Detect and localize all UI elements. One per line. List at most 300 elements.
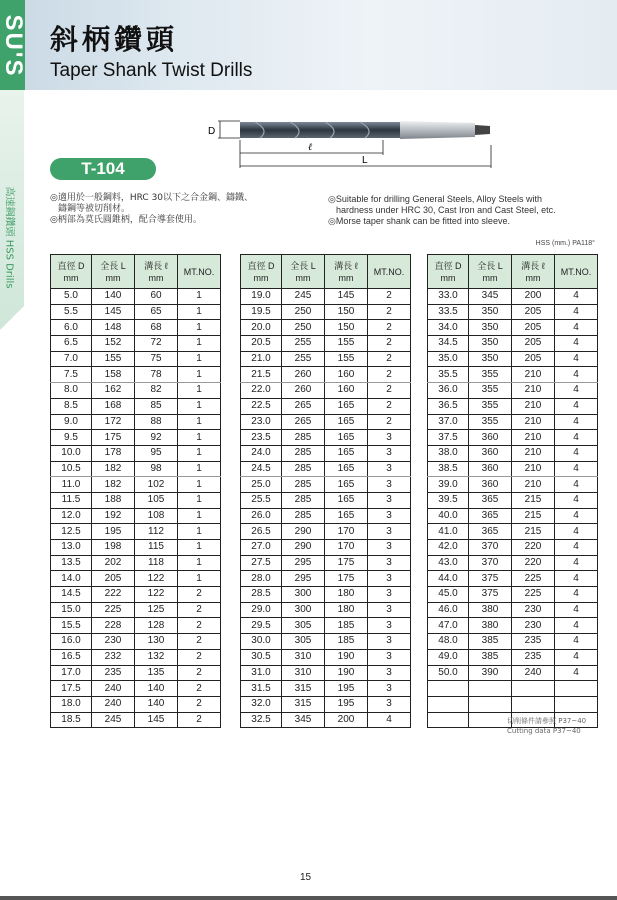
table-row [51,571,221,587]
table-cell: 41.0 [428,524,469,540]
table-cell: 370 [469,555,512,571]
table-cell: 4 [555,461,598,477]
table-cell: 10.0 [51,445,92,461]
table-cell: 350 [469,336,512,352]
cutting-note-zh: 切削條件請參照 P37~40 [507,717,587,725]
table-row [428,320,598,336]
table-cell: 108 [135,508,178,524]
table-cell: 225 [92,602,135,618]
table-cell: 145 [325,289,368,305]
table-cell: 21.0 [241,351,282,367]
table-cell: 60 [135,289,178,305]
table-cell: 1 [178,336,221,352]
table-cell: 4 [555,524,598,540]
table-cell: 3 [368,571,411,587]
table-cell: 31.0 [241,665,282,681]
table-cell: 49.0 [428,649,469,665]
table-cell: 3 [368,445,411,461]
table-row [51,665,221,681]
table-cell [469,696,512,712]
table-cell: 33.0 [428,289,469,305]
table-cell: 285 [282,430,325,446]
table-cell: 315 [282,696,325,712]
column-header: 直徑 D mm [51,255,92,289]
table-cell: 1 [178,351,221,367]
table-cell [555,681,598,697]
table-cell: 250 [282,304,325,320]
table-cell: 345 [282,712,325,728]
table-cell: 28.0 [241,571,282,587]
table-cell: 135 [135,665,178,681]
brand-strip [0,0,25,90]
table-cell: 34.0 [428,320,469,336]
table-cell: 365 [469,492,512,508]
table-cell: 225 [512,587,555,603]
table-cell: 290 [282,540,325,556]
table-cell: 215 [512,524,555,540]
desc-zh-line: 鑄鋼等被切削材。 [58,204,131,214]
table-cell: 14.0 [51,571,92,587]
table-cell: 115 [135,540,178,556]
table-cell: 380 [469,602,512,618]
table-cell: 3 [368,430,411,446]
table-cell: 155 [325,351,368,367]
table-row [51,477,221,493]
table-cell: 360 [469,445,512,461]
page-title-zh: 斜柄鑽頭 [50,23,179,56]
table-row [428,398,598,414]
table-cell: 215 [512,492,555,508]
table-cell: 165 [325,398,368,414]
table-cell: 2 [368,367,411,383]
table-cell: 4 [555,445,598,461]
table-cell: 385 [469,634,512,650]
table-cell: 150 [325,304,368,320]
table-cell: 12.0 [51,508,92,524]
table-cell [469,712,512,728]
header-row [428,255,598,289]
table-cell: 210 [512,477,555,493]
table-cell: 130 [135,634,178,650]
table-cell: 355 [469,367,512,383]
table-row [241,477,411,493]
table-cell: 195 [92,524,135,540]
column-header: 全長 L mm [282,255,325,289]
table-cell: 310 [282,649,325,665]
table-cell: 3 [368,696,411,712]
table-cell: 24.0 [241,445,282,461]
table-cell: 23.5 [241,430,282,446]
desc-zh-line: ◎柄部為莫氏圓錐柄，配合導套使用。 [50,215,202,225]
table-cell: 230 [512,602,555,618]
cutting-note-en: Cutting data P37~40 [507,727,581,735]
table-row [428,351,598,367]
table-cell: 290 [282,524,325,540]
table-cell: 4 [555,336,598,352]
table-cell: 232 [92,649,135,665]
table-cell: 255 [282,336,325,352]
table-cell: 28.5 [241,587,282,603]
table-cell: 25.0 [241,477,282,493]
table-cell: 27.0 [241,540,282,556]
table-row [241,571,411,587]
table-cell: 188 [92,492,135,508]
table-cell: 198 [92,540,135,556]
header-row [241,255,411,289]
table-cell: 1 [178,367,221,383]
table-cell: 26.0 [241,508,282,524]
table-cell: 2 [368,351,411,367]
table-cell: 72 [135,336,178,352]
column-header: 溝長 ℓ mm [325,255,368,289]
table-cell: 2 [368,383,411,399]
table-cell: 350 [469,304,512,320]
table-cell: 4 [555,555,598,571]
table-cell: 210 [512,430,555,446]
model-badge: T-104 [50,158,156,180]
table-cell: 37.0 [428,414,469,430]
table-cell: 37.5 [428,430,469,446]
table-row [51,555,221,571]
table-cell: 10.5 [51,461,92,477]
table-cell: 24.5 [241,461,282,477]
table-cell: 240 [92,681,135,697]
table-row [51,634,221,650]
table-cell: 22.0 [241,383,282,399]
table-cell: 4 [555,289,598,305]
table-cell: 2 [178,618,221,634]
table-cell: 148 [92,320,135,336]
table-cell: 75 [135,351,178,367]
table-cell: 182 [92,461,135,477]
table-row [428,461,598,477]
table-cell: 205 [512,304,555,320]
table-cell: 3 [368,524,411,540]
table-cell: 380 [469,618,512,634]
table-cell: 9.0 [51,414,92,430]
table-cell: 35.0 [428,351,469,367]
table-cell: 1 [178,320,221,336]
column-header: 全長 L mm [469,255,512,289]
table-cell: 165 [325,508,368,524]
table-cell: 7.0 [51,351,92,367]
table-cell: 295 [282,571,325,587]
table-cell: 47.0 [428,618,469,634]
table-cell: 235 [512,649,555,665]
table-cell: 34.5 [428,336,469,352]
footer-rule [0,896,617,900]
table-row [428,492,598,508]
table-row [428,445,598,461]
table-cell: 3 [368,618,411,634]
table-cell: 168 [92,398,135,414]
table-cell: 295 [282,555,325,571]
table-row [51,524,221,540]
table-row [428,430,598,446]
table-cell: 4 [555,649,598,665]
column-header: MT.NO. [555,255,598,289]
table-cell: 215 [512,508,555,524]
cutting-data-note [507,716,586,736]
table-cell: 1 [178,492,221,508]
table-cell: 155 [92,351,135,367]
table-cell: 2 [178,712,221,728]
table-cell: 300 [282,602,325,618]
table-cell: 200 [512,289,555,305]
table-cell: 1 [178,445,221,461]
table-cell: 13.0 [51,540,92,556]
table-cell: 210 [512,398,555,414]
table-cell: 5.0 [51,289,92,305]
table-cell: 2 [178,665,221,681]
table-row [428,649,598,665]
table-cell: 222 [92,587,135,603]
table-cell: 355 [469,383,512,399]
table-row [428,289,598,305]
table-cell: 8.5 [51,398,92,414]
table-cell: 230 [92,634,135,650]
table-cell: 285 [282,445,325,461]
table-cell: 300 [282,587,325,603]
table-cell: 265 [282,414,325,430]
table-cell: 15.5 [51,618,92,634]
table-cell: 370 [469,540,512,556]
table-cell: 245 [282,289,325,305]
table-cell: 140 [135,696,178,712]
table-cell: 2 [178,681,221,697]
table-cell: 345 [469,289,512,305]
table-row [241,430,411,446]
table-row [241,634,411,650]
table-cell: 375 [469,587,512,603]
table-cell: 350 [469,351,512,367]
table-cell: 3 [368,602,411,618]
table-cell: 21.5 [241,367,282,383]
table-cell: 13.5 [51,555,92,571]
table-row [428,540,598,556]
table-cell: 2 [368,398,411,414]
header-row [51,255,221,289]
table-cell: 165 [325,430,368,446]
table-cell: 29.0 [241,602,282,618]
drill-tang [475,125,490,135]
table-cell: 30.0 [241,634,282,650]
table-cell: 4 [555,477,598,493]
table-cell: 235 [512,634,555,650]
table-cell: 4 [555,414,598,430]
table-cell: 6.0 [51,320,92,336]
table-cell: 315 [282,681,325,697]
table-cell: 3 [368,665,411,681]
table-cell: 20.5 [241,336,282,352]
table-cell: 172 [92,414,135,430]
table-row [51,696,221,712]
table-row [51,587,221,603]
table-cell: 175 [325,571,368,587]
table-row [241,492,411,508]
table-row [428,587,598,603]
table-cell: 260 [282,383,325,399]
table-row [428,696,598,712]
table-cell [512,681,555,697]
table-cell: 4 [555,351,598,367]
table-row [428,383,598,399]
table-cell: 200 [325,712,368,728]
table-cell: 210 [512,383,555,399]
table-cell: 3 [368,477,411,493]
table-cell: 285 [282,461,325,477]
table-cell: 1 [178,289,221,305]
table-cell: 3 [368,492,411,508]
table-row [428,367,598,383]
table-cell: 310 [282,665,325,681]
table-cell: 1 [178,304,221,320]
table-cell: 33.5 [428,304,469,320]
table-cell [428,681,469,697]
table-cell: 165 [325,445,368,461]
table-row [51,336,221,352]
table-cell: 210 [512,414,555,430]
desc-zh-line: ◎適用於一般鋼料，HRC 30以下之合金鋼、鑄鐵、 [50,193,254,203]
table-row [51,289,221,305]
table-cell: 125 [135,602,178,618]
table-cell: 1 [178,461,221,477]
table-cell: 210 [512,367,555,383]
table-cell: 3 [368,649,411,665]
table-cell: 285 [282,492,325,508]
table-cell [428,696,469,712]
table-row [51,398,221,414]
table-row [428,681,598,697]
description-en [328,194,598,227]
table-row [51,461,221,477]
table-row [241,524,411,540]
desc-en-line: ◎Morse taper shank can be fitted into sleeve. [328,216,510,226]
table-cell: 220 [512,540,555,556]
table-row [428,665,598,681]
table-cell: 11.5 [51,492,92,508]
table-cell: 12.5 [51,524,92,540]
table-cell: 27.5 [241,555,282,571]
table-cell: 102 [135,477,178,493]
table-cell: 32.5 [241,712,282,728]
table-cell: 160 [325,383,368,399]
table-cell: 92 [135,430,178,446]
table-cell: 105 [135,492,178,508]
table-cell: 122 [135,587,178,603]
table-row [428,336,598,352]
table-cell: 2 [368,336,411,352]
table-row [51,540,221,556]
table-cell: 1 [178,524,221,540]
table-cell: 17.0 [51,665,92,681]
table-cell: 29.5 [241,618,282,634]
table-cell: 305 [282,634,325,650]
table-cell: 205 [512,351,555,367]
table-cell: 4 [555,367,598,383]
table-row [51,508,221,524]
table-cell: 152 [92,336,135,352]
table-cell: 50.0 [428,665,469,681]
column-header: 直徑 D mm [428,255,469,289]
table-cell: 140 [92,289,135,305]
table-cell: 4 [555,540,598,556]
table-cell: 43.0 [428,555,469,571]
label-flute-length: ℓ [308,142,313,153]
table-cell: 39.5 [428,492,469,508]
table-cell: 1 [178,477,221,493]
table-cell: 3 [368,540,411,556]
table-row [241,602,411,618]
table-cell: 2 [368,304,411,320]
table-cell: 42.0 [428,540,469,556]
table-cell: 88 [135,414,178,430]
table-cell: 65 [135,304,178,320]
table-cell [512,696,555,712]
side-label: 高速鋼鑽頭 HSS Drills [3,186,15,289]
table-cell: 4 [555,398,598,414]
table-row [241,696,411,712]
table-cell: 350 [469,320,512,336]
table-cell: 44.0 [428,571,469,587]
table-row [51,649,221,665]
table-cell: 145 [135,712,178,728]
column-header: MT.NO. [178,255,221,289]
table-cell: 85 [135,398,178,414]
table-cell: 31.5 [241,681,282,697]
table-cell: 18.5 [51,712,92,728]
table-cell: 170 [325,524,368,540]
table-cell: 230 [512,618,555,634]
table-cell: 265 [282,398,325,414]
spec-table-3 [427,254,598,728]
table-cell: 205 [92,571,135,587]
table-cell: 40.0 [428,508,469,524]
table-cell: 3 [368,681,411,697]
table-cell: 245 [92,712,135,728]
table-cell: 250 [282,320,325,336]
table-cell: 4 [555,587,598,603]
table-row [241,304,411,320]
table-cell: 145 [92,304,135,320]
table-cell: 1 [178,430,221,446]
table-row [241,351,411,367]
table-row [241,712,411,728]
table-cell: 4 [555,320,598,336]
table-cell: 18.0 [51,696,92,712]
table-row [428,571,598,587]
table-cell: 240 [512,665,555,681]
table-row [51,320,221,336]
table-cell: 165 [325,477,368,493]
table-cell: 2 [178,602,221,618]
spec-note: HSS (mm.) PA118° [535,240,595,247]
label-D: D [208,126,216,137]
table-cell: 19.5 [241,304,282,320]
table-cell: 1 [178,555,221,571]
table-cell [555,696,598,712]
spec-table-1 [50,254,221,728]
table-cell: 165 [325,461,368,477]
table-cell: 48.0 [428,634,469,650]
table-cell: 17.5 [51,681,92,697]
table-cell: 20.0 [241,320,282,336]
table-cell: 68 [135,320,178,336]
table-row [241,587,411,603]
table-cell: 175 [92,430,135,446]
table-row [428,618,598,634]
table-row [51,618,221,634]
